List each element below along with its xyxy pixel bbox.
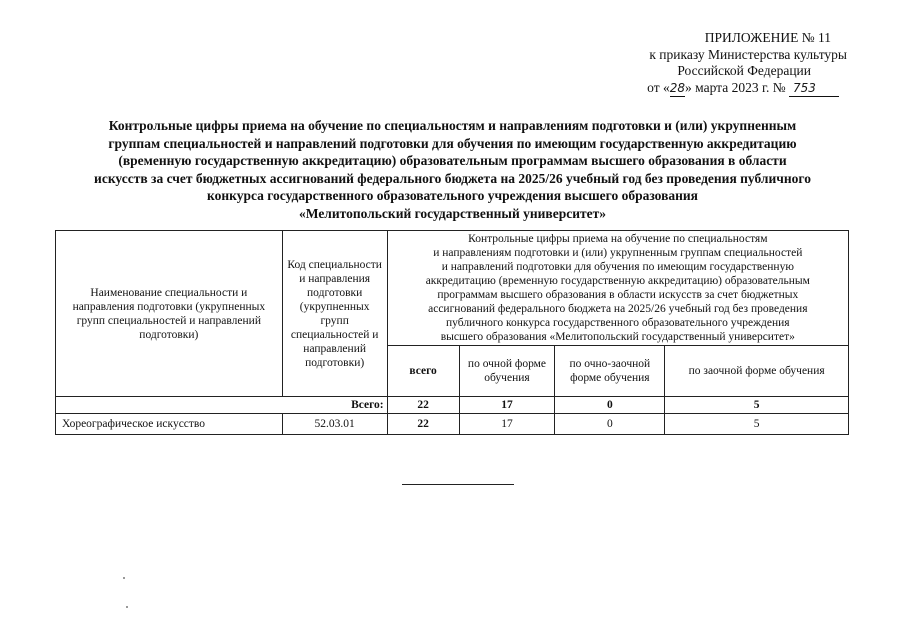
- total-row-total: 22: [387, 397, 459, 414]
- closing-separator-line: [402, 484, 514, 485]
- title-line: группам специальностей и направлений подготовки для обучения по имеющим государственную аккредитацию: [108, 135, 797, 151]
- title-line: конкурса государственного образовательного учреждения высшего образования: [207, 188, 698, 203]
- document-title: [30, 117, 875, 222]
- group-header-line: публичного конкурса государственного образовательного учреждения: [446, 317, 790, 329]
- table-row: [56, 414, 849, 435]
- annex-order-ref: к приказу Министерства культуры: [649, 46, 847, 62]
- date-prefix: от «: [647, 79, 670, 95]
- col-code-header: Код специальности и направления подготовки (укрупненных групп специальностей и направлений подготовки): [282, 231, 387, 397]
- col-group-header: [387, 231, 848, 346]
- date-day-handwritten: 28: [670, 80, 685, 98]
- annex-date-line: [607, 80, 847, 98]
- group-header-line: аккредитацию (временную государственную аккредитацию) образовательным: [425, 275, 810, 287]
- annex-number: ПРИЛОЖЕНИЕ № 11: [704, 30, 831, 45]
- group-header-line: и направлениям подготовки и (или) укрупненным группам специальностей: [433, 247, 803, 259]
- annex-ministry: Российской Федерации: [677, 63, 811, 78]
- scan-speck: [126, 606, 128, 608]
- admission-figures-table: [55, 230, 849, 435]
- title-line: Контрольные цифры приема на обучение по специальностям и направлениям подготовки и (или) укрупненным: [108, 118, 797, 133]
- row-total: 22: [387, 414, 459, 435]
- row-part-time: 0: [555, 414, 665, 435]
- total-row-part-time: 0: [555, 397, 665, 414]
- col-distance-header: по заочной форме обучения: [665, 346, 849, 397]
- row-full-time: 17: [459, 414, 555, 435]
- total-row-full-time: 17: [459, 397, 555, 414]
- col-total-header: всего: [387, 346, 459, 397]
- total-row: [56, 397, 849, 414]
- group-header-line: высшего образования «Мелитопольский государственный университет»: [440, 331, 795, 343]
- group-header-line: ассигнований федерального бюджета на 2025/26 учебный год без проведения: [428, 303, 808, 315]
- date-middle: » марта 2023 г. №: [685, 79, 786, 95]
- title-line: (временную государственную аккредитацию) образовательным программам высшего образования в области: [118, 153, 787, 168]
- group-header-line: и направлений подготовки для обучения по имеющим государственную: [441, 261, 794, 273]
- annex-header: [607, 30, 847, 97]
- col-specialty-name-header: Наименование специальности и направления подготовки (укрупненных групп специальностей и направлений подготовки): [56, 231, 283, 397]
- order-number-handwritten: 753: [789, 80, 839, 98]
- col-full-time-header: по очной форме обучения: [459, 346, 555, 397]
- title-line: «Мелитопольский государственный университет»: [299, 205, 606, 221]
- scan-speck: [123, 577, 125, 579]
- total-row-label: Всего:: [56, 397, 388, 414]
- row-specialty-name: Хореографическое искусство: [56, 414, 283, 435]
- total-row-distance: 5: [665, 397, 849, 414]
- col-part-time-header: по очно-заочной форме обучения: [555, 346, 665, 397]
- title-line: искусств за счет бюджетных ассигнований федерального бюджета на 2025/26 учебный год без проведения публичного: [94, 170, 811, 186]
- row-distance: 5: [665, 414, 849, 435]
- group-header-line: программам высшего образования в области искусств за счет бюджетных: [437, 289, 799, 301]
- row-code: 52.03.01: [282, 414, 387, 435]
- group-header-line: Контрольные цифры приема на обучение по специальностям: [468, 233, 768, 245]
